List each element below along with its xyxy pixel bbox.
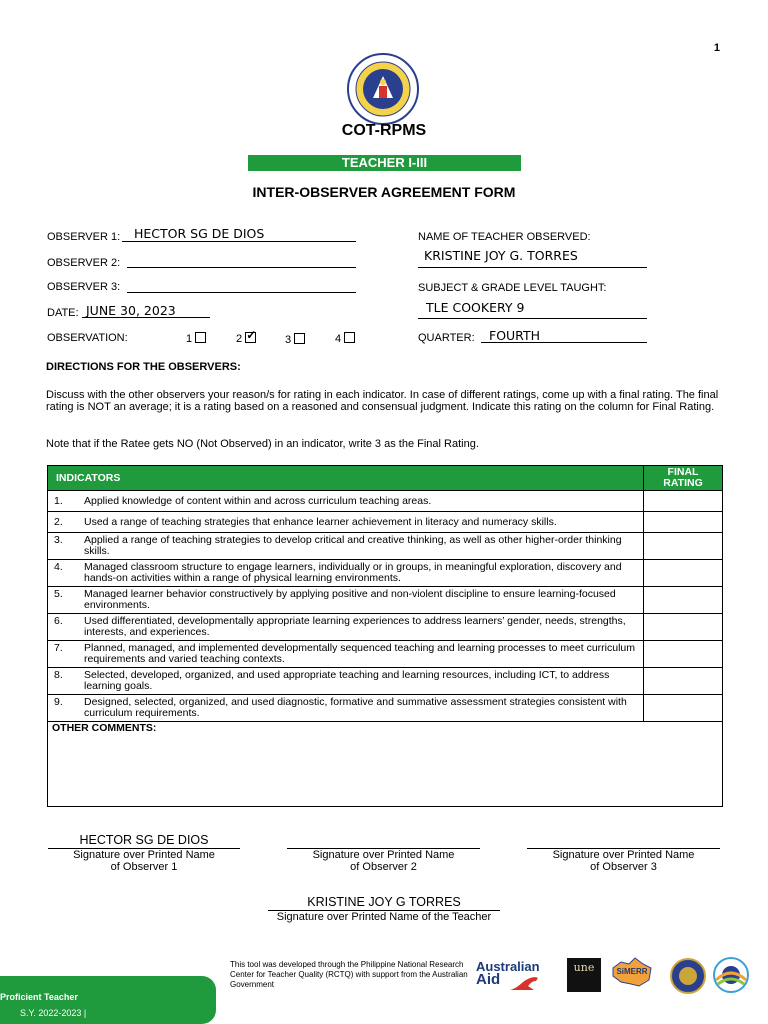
observation-option-1[interactable]: 1	[186, 331, 206, 345]
observer2-signature-caption: Signature over Printed Name of Observer 2	[312, 849, 455, 873]
final-rating-cell[interactable]	[644, 668, 723, 695]
simerr-australia-map-icon	[609, 956, 655, 992]
indicator-text: Used a range of teaching strategies that enhance learner achievement in literacy and numeracy skills.	[84, 515, 557, 528]
final-rating-cell[interactable]	[644, 641, 723, 668]
indicator-text: Used differentiated, developmentally appropriate learning experiences to address learners’ gender, needs, strengths, interests, and experiences.	[84, 615, 626, 638]
observation-label: OBSERVATION:	[47, 332, 128, 344]
quarter-label: QUARTER:	[418, 332, 475, 344]
quarter-line	[481, 342, 647, 343]
table-row: 4. Managed classroom structure to engage learners, individually or in groups, in meaningful exploration, discovery and hands-on activities within a range of physical learning environments.	[48, 560, 723, 587]
table-row: 1. Applied knowledge of content within and across curriculum teaching areas.	[48, 491, 723, 512]
table-row: 9. Designed, selected, organized, and used diagnostic, formative and summative assessment strategies consistent with curriculum requirements.	[48, 695, 723, 722]
indicator-text: Managed learner behavior constructively by applying positive and non-violent discipline to ensure learning-focused environments.	[84, 588, 616, 611]
document-title: COT-RPMS	[341, 122, 427, 139]
university-seal-icon	[670, 958, 706, 994]
comments-row	[48, 722, 723, 807]
observation-option-2[interactable]: 2 ✓	[236, 331, 256, 345]
teacher-label: NAME OF TEACHER OBSERVED:	[418, 231, 591, 243]
other-comments-area[interactable]: OTHER COMMENTS:	[48, 722, 723, 807]
indicators-header: INDICATORS	[48, 466, 644, 491]
final-rating-cell[interactable]	[644, 491, 723, 512]
table-row: 2. Used a range of teaching strategies that enhance learner achievement in literacy and numeracy skills.	[48, 512, 723, 533]
observer1-label: OBSERVER 1:	[47, 231, 121, 243]
rctq-logo-icon	[712, 956, 750, 994]
teacher-line	[418, 267, 647, 268]
date-label: DATE:	[47, 307, 79, 319]
checkbox-3[interactable]	[294, 333, 305, 344]
deped-seal-icon	[346, 52, 420, 126]
level-banner: TEACHER I-III	[248, 155, 521, 171]
australian-aid-logo: Australian Aid	[476, 959, 540, 988]
observer2-line[interactable]	[127, 267, 356, 268]
directions-heading: DIRECTIONS FOR THE OBSERVERS:	[46, 361, 241, 373]
directions-paragraph-2: Note that if the Ratee gets NO (Not Observed) in an indicator, write 3 as the Final Rating.	[46, 438, 479, 450]
directions-paragraph-1: Discuss with the other observers your reason/s for rating in each indicator. In case of different ratings, come up with a final rating. The final rating is NOT an average; it is a rating based on a reasoned and consensual judgment. Indicate this rating on the column for Final Rating.	[46, 389, 719, 413]
indicator-text: Managed classroom structure to engage learners, individually or in groups, in meaningful exploration, discovery and hands-on activities within a range of physical learning environments.	[84, 561, 622, 584]
observer2-label: OBSERVER 2:	[47, 257, 121, 269]
table-row: 3. Applied a range of teaching strategies to develop critical and creative thinking, as well as other higher-order thinking skills.	[48, 533, 723, 560]
indicators-table	[47, 465, 723, 807]
subject-value[interactable]: TLE COOKERY 9	[426, 300, 525, 315]
observer3-signature-caption: Signature over Printed Name of Observer 3	[552, 849, 695, 873]
footer-note: This tool was developed through the Philippine National Research Center for Teacher Quality (RCTQ) with support from the Australian Government	[230, 960, 468, 989]
indicator-text: Applied a range of teaching strategies to develop critical and creative thinking, as well as other higher-order thinking skills.	[84, 534, 622, 557]
date-value[interactable]: JUNE 30, 2023	[86, 303, 176, 318]
indicator-text: Planned, managed, and implemented developmentally sequenced teaching and learning processes to meet curriculum requirements and varied teaching contexts.	[84, 642, 636, 665]
checkbox-2-checked[interactable]	[245, 332, 256, 343]
table-row: 8. Selected, developed, organized, and used appropriate teaching and learning resources, including ICT, to address learning goals.	[48, 668, 723, 695]
observation-option-3[interactable]: 3	[285, 332, 305, 346]
checkbox-4[interactable]	[344, 332, 355, 343]
final-rating-cell[interactable]	[644, 512, 723, 533]
subject-line	[418, 318, 647, 319]
observer1-value[interactable]: HECTOR SG DE DIOS	[134, 226, 265, 241]
teacher-signature-name: KRISTINE JOY G TORRES	[307, 895, 461, 909]
indicator-text: Applied knowledge of content within and across curriculum teaching areas.	[84, 494, 432, 507]
quarter-value[interactable]: FOURTH	[489, 328, 540, 343]
checkbox-1[interactable]	[195, 332, 206, 343]
indicator-text: Designed, selected, organized, and used diagnostic, formative and summative assessment strategies consistent with curriculum requirements.	[84, 696, 627, 719]
final-rating-cell[interactable]	[644, 614, 723, 641]
observer1-line	[122, 241, 356, 242]
indicator-text: Selected, developed, organized, and used appropriate teaching and learning resources, including ICT, to address learning goals.	[84, 669, 610, 692]
observer1-signature-caption: Signature over Printed Name of Observer 1	[73, 849, 215, 873]
teacher-value[interactable]: KRISTINE JOY G. TORRES	[424, 248, 578, 263]
table-row: 6. Used differentiated, developmentally appropriate learning experiences to address learners’ gender, needs, strengths, interests, and experiences.	[48, 614, 723, 641]
table-row: 5. Managed learner behavior constructively by applying positive and non-violent discipline to ensure learning-focused environments.	[48, 587, 723, 614]
page-number: 1	[713, 42, 720, 54]
final-rating-cell[interactable]	[644, 533, 723, 560]
kangaroo-icon	[508, 972, 542, 992]
final-rating-cell[interactable]	[644, 560, 723, 587]
footer-badge: S.Y. 2022-2023 | Proficient Teacher	[0, 976, 216, 1024]
une-logo: une	[567, 958, 601, 992]
final-rating-cell[interactable]	[644, 695, 723, 722]
final-rating-header: FINAL RATING	[644, 466, 723, 491]
table-header-row	[48, 466, 723, 491]
observer1-signature-name: HECTOR SG DE DIOS	[79, 833, 209, 847]
observation-option-4[interactable]: 4	[335, 331, 355, 345]
final-rating-cell[interactable]	[644, 587, 723, 614]
observer3-label: OBSERVER 3:	[47, 281, 121, 293]
svg-text:SiMERR: SiMERR	[616, 967, 648, 976]
observer3-line[interactable]	[127, 292, 356, 293]
subject-label: SUBJECT & GRADE LEVEL TAUGHT:	[418, 282, 607, 294]
form-title: INTER-OBSERVER AGREEMENT FORM	[252, 184, 516, 200]
teacher-signature-caption: Signature over Printed Name of the Teacher	[276, 911, 492, 923]
table-row: 7. Planned, managed, and implemented developmentally sequenced teaching and learning processes to meet curriculum requirements and varied teaching contexts.	[48, 641, 723, 668]
